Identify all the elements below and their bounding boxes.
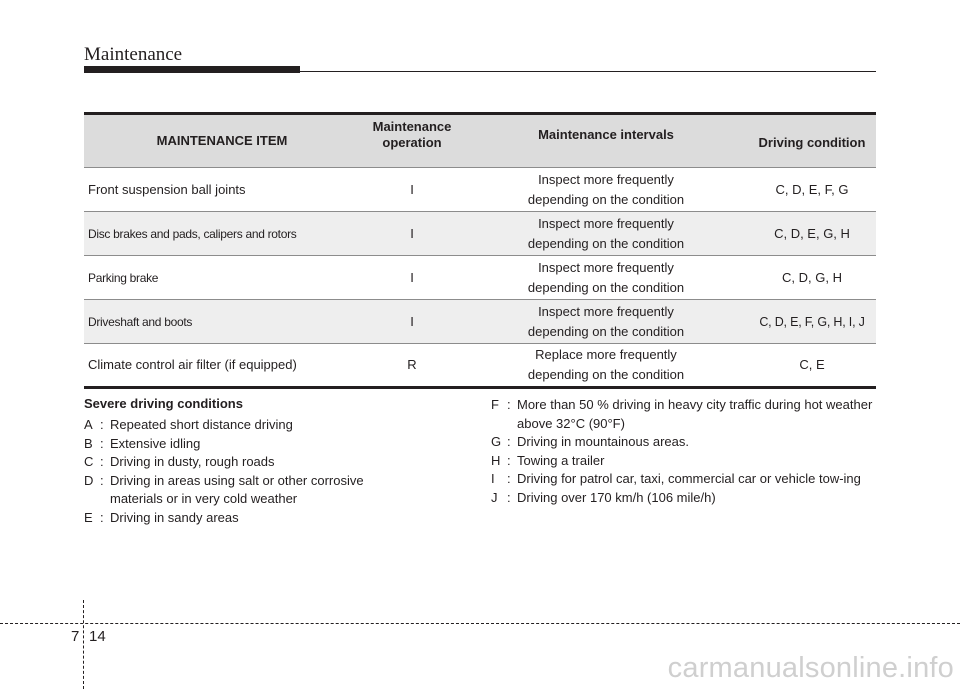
condition-letter: A xyxy=(84,417,93,432)
cell-interval: Replace more frequently depending on the condition xyxy=(527,347,685,382)
list-item: C : Driving in dusty, rough roads xyxy=(84,453,414,472)
condition-letter: D xyxy=(84,472,94,488)
cell-operation: I xyxy=(410,225,414,241)
list-item: G : Driving in mountainous areas. xyxy=(491,433,881,452)
column-header-condition: Driving condition xyxy=(758,135,866,150)
condition-letter: F xyxy=(491,397,499,412)
condition-letter: J xyxy=(491,489,498,505)
cell-operation: I xyxy=(410,269,414,285)
cell-interval: Inspect more frequently depending on the condition xyxy=(527,171,685,207)
condition-letter: B xyxy=(84,435,93,451)
chapter-number: 7 xyxy=(71,628,80,645)
cell-operation: I xyxy=(410,181,414,197)
cell-item: Climate control air filter (if equipped) xyxy=(88,357,297,372)
condition-text: Extensive idling xyxy=(110,435,201,451)
cell-item: Front suspension ball joints xyxy=(88,181,246,197)
condition-text: Driving for patrol car, taxi, commercial car or vehicle tow-ing xyxy=(517,471,861,486)
header-bar xyxy=(84,66,300,73)
column-header-operation: Maintenance operation xyxy=(372,119,452,150)
condition-text: More than 50 % driving in heavy city traffic during hot weather above 32°C (90°F) xyxy=(517,397,873,431)
condition-text: Driving in mountainous areas. xyxy=(517,434,689,449)
cell-interval: Inspect more frequently depending on the condition xyxy=(527,259,685,295)
condition-text: Driving in areas using salt or other corrosive materials or in very cold weather xyxy=(110,472,364,506)
list-item: E : Driving in sandy areas xyxy=(84,509,414,528)
conditions-list-left xyxy=(84,416,414,527)
condition-text: Driving over 170 km/h (106 mile/h) xyxy=(517,489,716,505)
table-header-row xyxy=(84,114,876,168)
maintenance-table xyxy=(84,112,876,389)
condition-letter: G xyxy=(491,434,502,449)
severe-conditions-title: Severe driving conditions xyxy=(84,396,243,411)
column-header-item: MAINTENANCE ITEM xyxy=(156,133,288,148)
cell-condition: C, D, E, F, G, H, I, J xyxy=(759,314,865,329)
list-item: J : Driving over 170 km/h (106 mile/h) xyxy=(491,489,881,508)
conditions-list-right xyxy=(491,396,881,507)
table-row xyxy=(84,256,876,300)
cell-operation: I xyxy=(410,313,414,329)
table-row xyxy=(84,168,876,212)
cell-condition: C, D, E, G, H xyxy=(774,225,850,241)
column-header-intervals: Maintenance intervals xyxy=(538,127,674,142)
table-row xyxy=(84,344,876,388)
section-title: Maintenance xyxy=(84,44,183,65)
list-item: B : Extensive idling xyxy=(84,435,414,454)
cell-condition: C, E xyxy=(799,357,825,372)
list-item: D : Driving in areas using salt or other corrosive materials or in very cold weather xyxy=(84,472,414,509)
page-number: 14 xyxy=(89,628,106,645)
condition-text: Driving in dusty, rough roads xyxy=(110,454,275,469)
table-row xyxy=(84,212,876,256)
header-rule xyxy=(300,71,876,72)
cell-item: Disc brakes and pads, calipers and rotors xyxy=(88,226,297,241)
footer-divider xyxy=(83,600,84,689)
list-item: I : Driving for patrol car, taxi, commercial car or vehicle tow-ing xyxy=(491,470,881,489)
list-item: F : More than 50 % driving in heavy city traffic during hot weather above 32°C (90°F) xyxy=(491,396,881,433)
cell-interval: Inspect more frequently depending on the condition xyxy=(527,215,685,251)
condition-text: Driving in sandy areas xyxy=(110,509,239,525)
watermark: carmanualsonline.info xyxy=(667,652,954,684)
cell-operation: R xyxy=(407,357,417,372)
list-item: A : Repeated short distance driving xyxy=(84,416,414,435)
condition-letter: I xyxy=(491,471,495,486)
cell-condition: C, D, G, H xyxy=(782,269,842,285)
cell-interval: Inspect more frequently depending on the condition xyxy=(527,303,685,339)
list-item: H : Towing a trailer xyxy=(491,452,881,471)
condition-text: Repeated short distance driving xyxy=(110,417,293,432)
cell-item: Parking brake xyxy=(88,270,159,285)
condition-text: Towing a trailer xyxy=(517,452,605,468)
condition-letter: C xyxy=(84,454,94,469)
condition-letter: H xyxy=(491,452,501,468)
cell-condition: C, D, E, F, G xyxy=(775,181,849,197)
condition-letter: E xyxy=(84,509,93,525)
cell-item: Driveshaft and boots xyxy=(88,314,193,329)
table-row xyxy=(84,300,876,344)
footer-rule xyxy=(0,623,960,624)
